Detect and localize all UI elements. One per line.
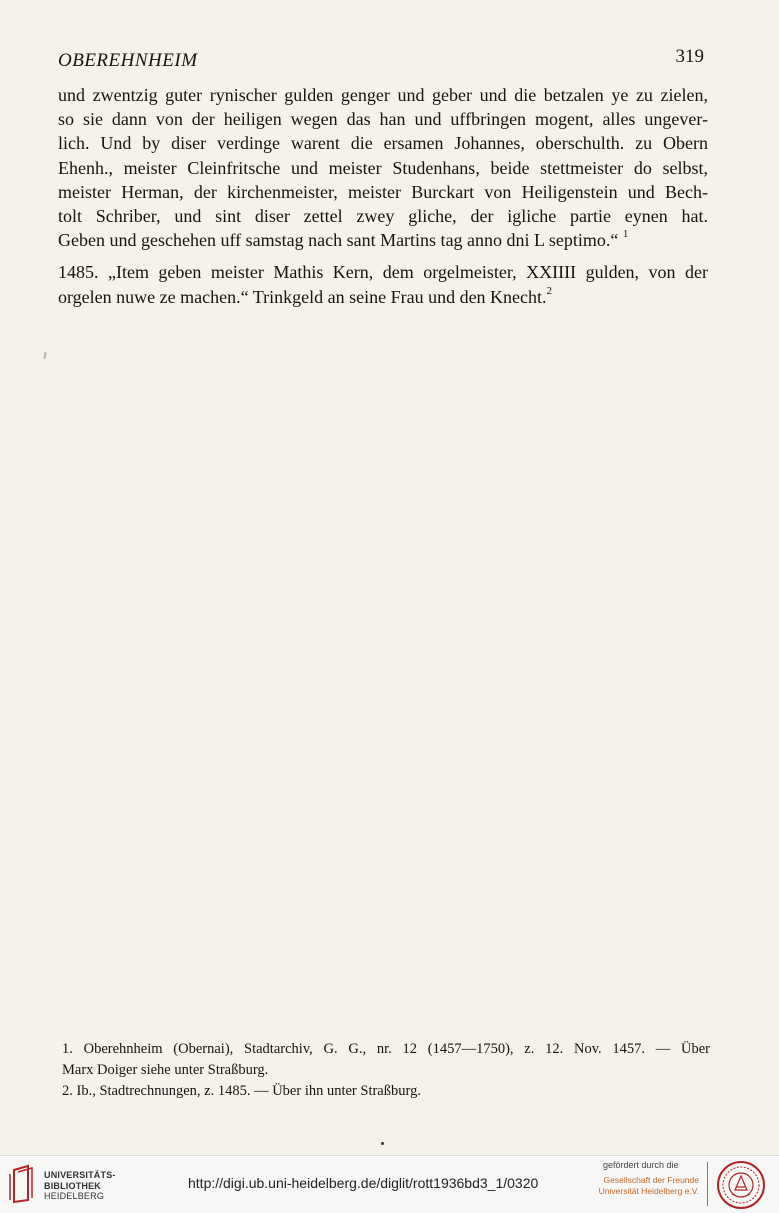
library-name-line: BIBLIOTHEK <box>44 1180 101 1191</box>
footnote-ref-2: 2 <box>546 284 553 297</box>
scan-speck <box>43 352 46 359</box>
library-name-line: HEIDELBERG <box>44 1191 105 1201</box>
library-name <box>44 1170 116 1202</box>
footnote-line: 1. Oberehnheim (Obernai), Stadtarchiv, G. G., nr. 12 (1457—1750), z. 12. Nov. 1457. — Über <box>62 1041 710 1057</box>
sponsor-name-line: Universität Heidelberg e.V. <box>598 1186 699 1196</box>
footnotes <box>62 1039 710 1102</box>
text-line-last <box>58 285 708 309</box>
text-line: Ehenh., meister Cleinfritsche und meister Studenhans, beide stettmeister do selbst, <box>58 157 708 178</box>
footnote-ref-1: 1 <box>622 228 629 241</box>
text-line: orgelen nuwe ze machen.“ Trinkgeld an seine Frau und den Knecht. <box>58 286 547 307</box>
text-line: lich. Und by diser verdinge warent die ersamen Johannes, oberschulth. zu Obern <box>58 133 708 154</box>
page-number: 319 <box>675 46 704 67</box>
library-name-line: UNIVERSITÄTS- <box>44 1170 116 1180</box>
body-text <box>58 83 708 309</box>
text-line: und zwentzig guter rynischer gulden genger und geber und die betzalen ye zu zielen, <box>58 85 708 105</box>
sponsor-label: gefördert durch die <box>603 1160 679 1170</box>
footnote-line: Marx Doiger siehe unter Straßburg. <box>62 1062 269 1078</box>
sponsor-name-line: Gesellschaft der Freunde <box>603 1175 699 1185</box>
running-head <box>58 46 704 76</box>
running-title: OBEREHNHEIM <box>58 50 198 71</box>
footnote-line: 2. Ib., Stadtrechnungen, z. 1485. — Über ihn unter Straßburg. <box>62 1083 421 1099</box>
paragraph-2 <box>58 260 708 308</box>
scan-dot <box>381 1142 384 1145</box>
text-line: so sie dann von der heiligen wegen das han und uffbringen mogent, alles ungever- <box>58 109 708 130</box>
text-line: meister Herman, der kirchenmeister, meister Burckart von Heiligenstein und Bech- <box>58 181 708 202</box>
text-line: tolt Schriber, und sint diser zettel zwey gliche, der igliche partie eynen hat. <box>58 206 708 227</box>
text-line-last <box>58 228 708 252</box>
university-seal-icon <box>716 1160 766 1210</box>
library-logo-icon[interactable] <box>8 1164 38 1204</box>
sponsor-name <box>598 1175 699 1197</box>
paragraph-1 <box>58 83 708 252</box>
digitization-footer <box>0 1155 779 1213</box>
text-line: Geben und geschehen uff samstag nach sant Martins tag anno dni L septimo.“ <box>58 230 619 251</box>
permalink-url[interactable]: http://digi.ub.uni-heidelberg.de/diglit/rott1936bd3_1/0320 <box>188 1175 539 1191</box>
text-line: 1485. „Item geben meister Mathis Kern, dem orgelmeister, XXIIII gulden, von der <box>58 262 708 283</box>
sponsor-divider <box>707 1162 708 1206</box>
